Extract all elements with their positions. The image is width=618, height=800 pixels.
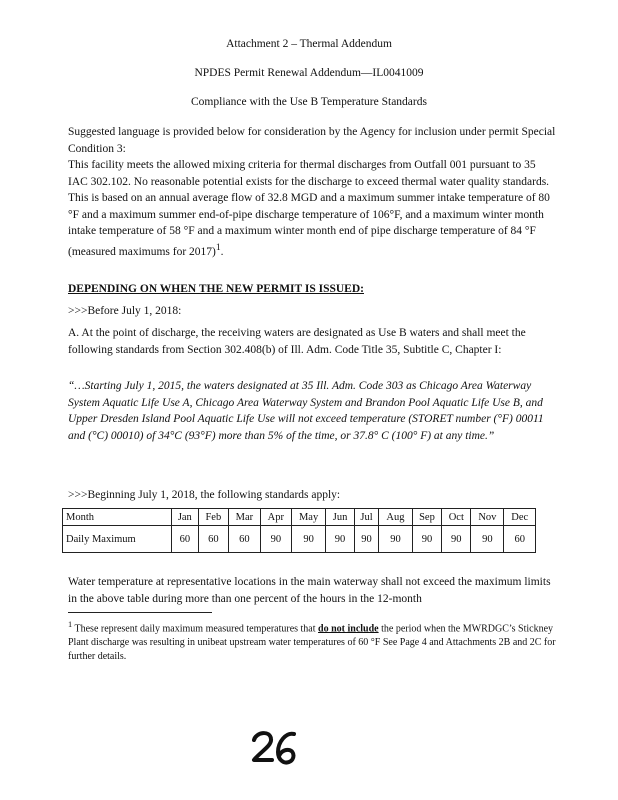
value-cell: 90 [412, 526, 442, 553]
footnote-emphasis: do not include [318, 623, 379, 635]
month-header: Month [63, 509, 172, 526]
value-cell: 90 [354, 526, 379, 553]
handwritten-digit-6 [278, 734, 294, 763]
standard-quote-text: “…Starting July 1, 2015, the waters designated at 35 Ill. Adm. Code 303 as Chicago Area Waterway System Aquatic Life Use A, Chicago Area Waterway System and Brandon Pool Aquatic Life Use B, and Upper Dresden Island Pool Aquatic Life Use will not exceed temperature (STORET number (°F) 00011 and (°C) 00010) of 34°C (93°F) more than 5% of the time, or 37.8° C (100° F) at any time.” [68, 380, 544, 442]
handwritten-page-number [250, 728, 300, 768]
month-cell: Nov [471, 509, 504, 526]
month-cell: Apr [261, 509, 292, 526]
section-heading: DEPENDING ON WHEN THE NEW PERMIT IS ISSUED: [68, 283, 364, 295]
value-cell: 90 [442, 526, 471, 553]
water-text: Water temperature at representative locations in the main waterway shall not exceed the maximum limits in the above table during more than one percent of the hours in the 12-month [68, 576, 551, 605]
handwritten-digit-2 [254, 733, 272, 760]
value-cell: 90 [379, 526, 412, 553]
facility-body: This facility meets the allowed mixing criteria for thermal discharges from Outfall 001 pursuant to 35 IAC 302.102. No reasonable potential exists for the discharge to exceed thermal water quality standards. This is based on an annual average flow of 32.8 MGD and a maximum summer intake temperature of 80 °F and a maximum summer end-of-pipe discharge temperature of 106°F, and a maximum winter month intake temperature of 58 °F and a maximum winter month end of pipe discharge temperature of 84 °F (measured maximums for 2017) [68, 159, 550, 258]
standard-quote [68, 378, 556, 444]
value-cell: 60 [198, 526, 228, 553]
value-cell: 60 [171, 526, 198, 553]
temperature-table [62, 508, 536, 553]
month-cell: Jun [326, 509, 354, 526]
value-cell: 90 [261, 526, 292, 553]
footnote-number: 1 [68, 620, 73, 629]
value-cell: 90 [326, 526, 354, 553]
beginning-label: >>>Beginning July 1, 2018, the following standards apply: [68, 489, 341, 501]
intro-paragraph [68, 124, 556, 157]
intro-text: Suggested language is provided below for consideration by the Agency for inclusion under permit Special Condition 3: [68, 126, 556, 155]
facility-text: This facility meets the allowed mixing criteria for thermal discharges from Outfall 001 pursuant to 35 IAC 302.102. No reasonable potential exists for the discharge to exceed thermal water quality standards. This is based on an annual average flow of 32.8 MGD and a maximum summer intake temperature of 80 °F and a maximum summer end-of-pipe discharge temperature of 106°F, and a maximum winter month intake temperature of 58 °F and a maximum winter month end of pipe discharge temperature of 84 °F (measured maximums for 2017)$^1$. [68, 159, 550, 258]
month-cell: Mar [228, 509, 260, 526]
document-title: Attachment 2 – Thermal Addendum [226, 38, 392, 50]
value-cell: 60 [228, 526, 260, 553]
month-cell: Dec [504, 509, 536, 526]
month-cell: Jan [171, 509, 198, 526]
table-header-row [63, 509, 536, 526]
month-cell: May [291, 509, 326, 526]
footnote-ref: 1 [215, 241, 221, 253]
facility-paragraph [68, 157, 556, 260]
month-cell: Aug [379, 509, 412, 526]
permit-subtitle: NPDES Permit Renewal Addendum—IL0041009 [194, 67, 424, 79]
footnote [68, 618, 556, 664]
footnote-text-before: These represent daily maximum measured temperatures that [74, 623, 316, 635]
daily-maximum-label: Daily Maximum [63, 526, 172, 553]
value-cell: 90 [291, 526, 326, 553]
water-paragraph [68, 574, 556, 607]
paragraph-a [68, 325, 556, 358]
value-cell: 60 [504, 526, 536, 553]
compliance-heading: Compliance with the Use B Temperature Standards [191, 96, 427, 108]
value-cell: 90 [471, 526, 504, 553]
month-cell: Oct [442, 509, 471, 526]
footnote-divider [68, 612, 212, 613]
month-cell: Jul [354, 509, 379, 526]
month-cell: Feb [198, 509, 228, 526]
paragraph-a-text: A. At the point of discharge, the receiving waters are designated as Use B waters and shall meet the following standards from Section 302.408(b) of Ill. Adm. Code Title 35, Subtitle C, Chapter I: [68, 327, 526, 356]
before-label: >>>Before July 1, 2018: [68, 305, 182, 317]
table-value-row [63, 526, 536, 553]
month-cell: Sep [412, 509, 442, 526]
footnote-text-after: the period when the MWRDGC’s Stickney Plant discharge was resulting in unibeat upstream water temperatures of 60 °F See Page 4 and Attachments 2B and 2C for further details. [68, 623, 556, 663]
